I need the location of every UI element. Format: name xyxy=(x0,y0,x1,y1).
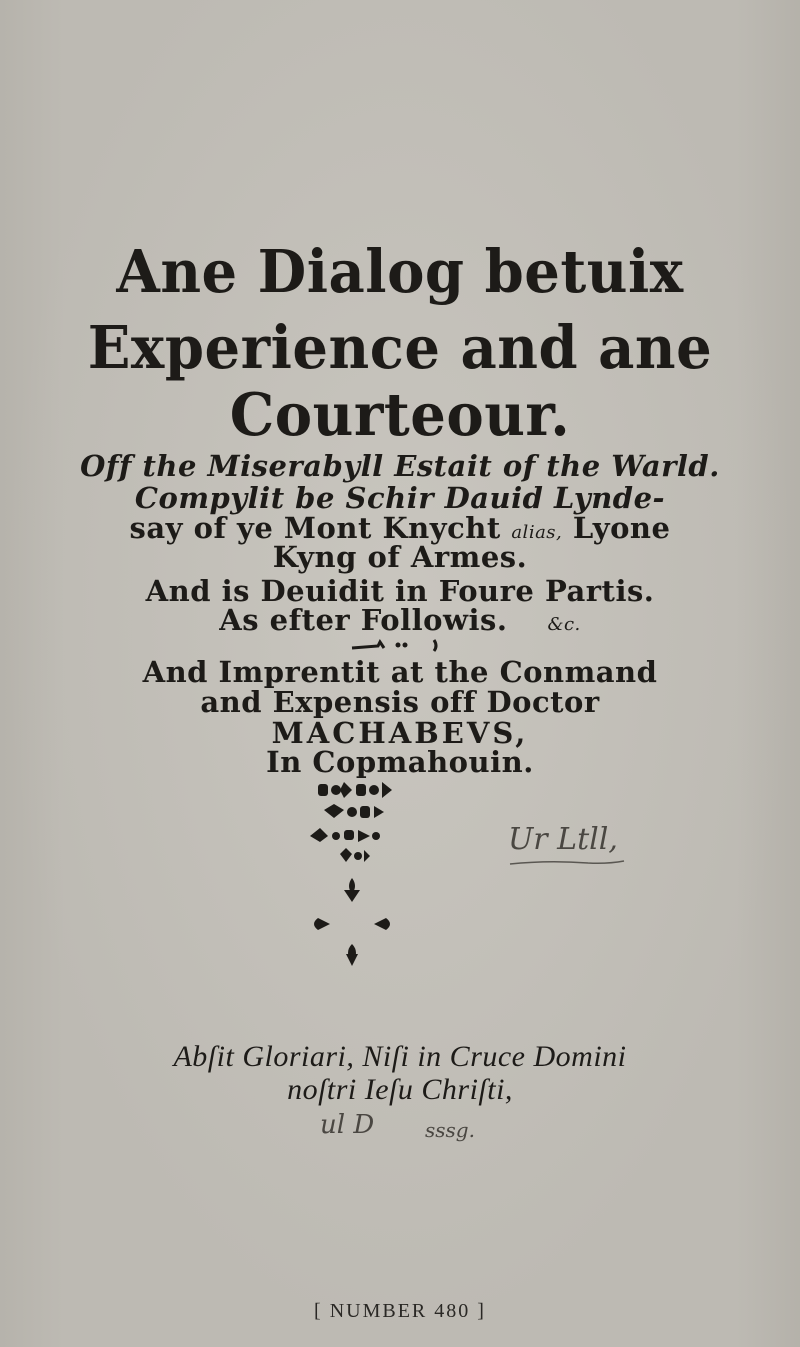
title-line-1: Ane Dialog betuix xyxy=(116,237,684,307)
subtitle-line-2: Compylit be Schir Dauid Lynde- xyxy=(134,481,666,515)
subtitle-line-1: Off the Miserabyll Estait of the Warld. xyxy=(80,449,720,483)
printers-ornament xyxy=(300,778,500,973)
subtitle-line-4: Kyng of Armes. xyxy=(272,540,528,574)
motto-line-2: noſtri Ieſu Chriſti, xyxy=(287,1073,513,1106)
subtitle-line-9: MACHABEVS, xyxy=(271,716,529,750)
handwritten-number: sssg. xyxy=(425,1118,475,1142)
subtitle-line-5: And is Deuidit in Foure Partis. xyxy=(145,574,655,608)
title-line-3: Courteour. xyxy=(229,380,571,450)
handwritten-mark: ul D xyxy=(320,1110,375,1140)
subtitle-alias: alias, xyxy=(511,522,563,543)
catalogue-number-label: [ NUMBER 480 ] xyxy=(314,1300,486,1322)
title-line-2: Experience and ane xyxy=(87,313,713,383)
handwritten-signature: Ur Ltll, xyxy=(508,822,618,857)
subtitle-line-8: and Expensis off Doctor xyxy=(200,685,600,719)
subtitle-etc: &c. xyxy=(547,614,581,635)
subtitle-line-3-end: Lyone xyxy=(562,511,671,545)
motto-line-1: Abſit Gloriari, Niſi in Cruce Domini xyxy=(173,1040,627,1073)
signature-underline xyxy=(508,858,628,868)
dash-ornament xyxy=(350,636,460,654)
subtitle-line-3-main: say of ye Mont Knycht xyxy=(129,511,512,545)
subtitle-line-10: In Copmahouin. xyxy=(266,745,534,779)
subtitle-line-6-main: As efter Followis. xyxy=(219,603,508,637)
subtitle-line-7: And Imprentit at the Conmand xyxy=(142,655,658,689)
